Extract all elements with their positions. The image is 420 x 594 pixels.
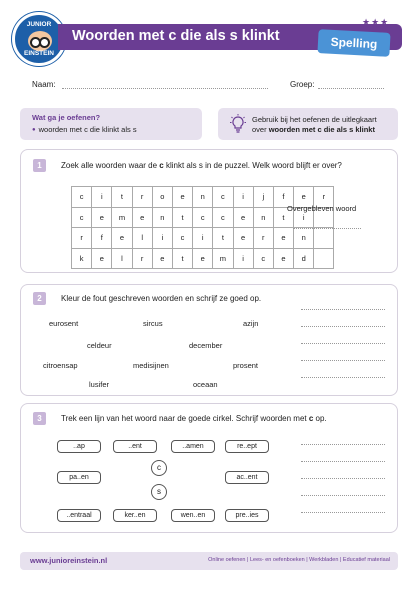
question-prefix: Zoek alle woorden waar de	[61, 161, 160, 170]
word-item[interactable]: azijn	[243, 319, 259, 328]
answer-line[interactable]	[301, 326, 385, 327]
word-item[interactable]: lusifer	[89, 380, 110, 389]
footer	[20, 552, 398, 570]
word-item[interactable]: prosent	[233, 361, 259, 370]
word-box[interactable]: ..ent	[113, 440, 157, 453]
grid-cell[interactable]: c	[72, 187, 92, 208]
grid-cell[interactable]: e	[233, 207, 253, 228]
word-box[interactable]: re..ept	[225, 440, 269, 453]
exercise-question	[61, 414, 327, 423]
grid-cell[interactable]: c	[213, 187, 233, 208]
grid-cell[interactable]: i	[294, 207, 314, 228]
grid-cell[interactable]: i	[233, 248, 253, 269]
question-bold: c	[308, 414, 314, 423]
grid-cell[interactable]: e	[233, 228, 253, 249]
logo-text-top: JUNIOR	[26, 21, 52, 28]
difficulty-stars: ★★★	[362, 17, 390, 27]
grid-cell[interactable]: i	[152, 228, 172, 249]
leftover-label: Overgebleven woord	[287, 204, 357, 213]
word-item[interactable]: oceaan	[193, 380, 218, 389]
word-box[interactable]: ..amen	[171, 440, 215, 453]
grid-cell[interactable]: c	[72, 207, 92, 228]
grid-cell[interactable]: e	[92, 207, 112, 228]
grid-cell[interactable]: c	[172, 228, 192, 249]
grid-cell[interactable]: d	[294, 248, 314, 269]
leftover-answer-line[interactable]	[293, 228, 361, 229]
grid-cell[interactable]	[314, 248, 334, 269]
word-box[interactable]: ac..ent	[225, 471, 269, 484]
tip-panel	[218, 108, 398, 140]
tip-text	[252, 115, 377, 135]
grid-cell[interactable]: n	[294, 228, 314, 249]
page-title: Woorden met c die als s klinkt	[72, 28, 280, 44]
grid-row	[72, 228, 334, 249]
answer-line[interactable]	[301, 478, 385, 479]
group-label: Groep:	[290, 80, 315, 89]
grid-cell[interactable]: c	[193, 207, 213, 228]
grid-row	[72, 248, 334, 269]
word-box[interactable]: wen..en	[171, 509, 215, 522]
grid-cell[interactable]: m	[112, 207, 132, 228]
grid-cell[interactable]: n	[193, 187, 213, 208]
exercise-number: 2	[33, 292, 46, 305]
question-prefix: Trek een lijn van het woord naar de goede cirkel. Schrijf woorden met	[61, 414, 309, 423]
grid-cell[interactable]: t	[112, 187, 132, 208]
grid-cell[interactable]: e	[132, 207, 152, 228]
target-circle-s[interactable]: s	[151, 484, 167, 500]
exercise-number: 1	[33, 159, 46, 172]
exercise-question: Kleur de fout geschreven woorden en schrijf ze goed op.	[61, 294, 262, 303]
exercise-number: 3	[33, 412, 46, 425]
practice-goal-panel	[20, 108, 202, 140]
grid-cell[interactable]: r	[72, 228, 92, 249]
answer-line[interactable]	[301, 309, 385, 310]
group-field[interactable]	[318, 88, 384, 89]
word-box[interactable]: ..entraal	[57, 509, 101, 522]
grid-cell[interactable]: e	[193, 248, 213, 269]
exercise-1	[20, 149, 398, 273]
answer-line[interactable]	[301, 495, 385, 496]
target-circle-c[interactable]: c	[151, 460, 167, 476]
question-suffix: klinkt als s in de puzzel. Welk woord blijft er over?	[163, 161, 342, 170]
footer-links[interactable]: Online oefenen | Lees- en oefenboeken | Werkbladen | Educatief materiaal	[208, 557, 390, 563]
grid-cell[interactable]: e	[273, 228, 293, 249]
grid-cell[interactable]: n	[152, 207, 172, 228]
grid-cell[interactable]: c	[253, 248, 273, 269]
name-label: Naam:	[32, 80, 56, 89]
word-box[interactable]: pa..en	[57, 471, 101, 484]
word-item[interactable]: december	[189, 341, 223, 350]
word-item[interactable]: citroensap	[43, 361, 78, 370]
name-field[interactable]	[62, 88, 268, 89]
grid-cell[interactable]: i	[193, 228, 213, 249]
tip-line-2-bold: woorden met c die als s klinkt	[268, 125, 375, 134]
grid-cell[interactable]: t	[172, 248, 192, 269]
question-suffix: op.	[313, 414, 327, 423]
grid-cell[interactable]: l	[112, 248, 132, 269]
answer-line[interactable]	[301, 444, 385, 445]
grid-cell[interactable]: j	[253, 187, 273, 208]
grid-cell[interactable]: r	[132, 248, 152, 269]
grid-cell[interactable]: f	[273, 187, 293, 208]
grid-cell[interactable]: r	[132, 187, 152, 208]
grid-cell[interactable]: r	[314, 187, 334, 208]
grid-cell[interactable]: m	[213, 248, 233, 269]
exercise-3	[20, 403, 398, 533]
grid-cell[interactable]: e	[112, 228, 132, 249]
grid-cell[interactable]	[314, 228, 334, 249]
tip-line-2-prefix: over	[252, 125, 269, 134]
grid-cell[interactable]: c	[213, 207, 233, 228]
lightbulb-icon	[230, 114, 246, 134]
grid-cell[interactable]: n	[253, 207, 273, 228]
grid-cell[interactable]: e	[92, 248, 112, 269]
grid-cell[interactable]: e	[294, 187, 314, 208]
grid-cell[interactable]: t	[172, 207, 192, 228]
answer-line[interactable]	[301, 343, 385, 344]
einstein-face-icon	[28, 31, 52, 51]
practice-goal-heading: Wat ga je oefenen?	[32, 113, 101, 122]
grid-cell[interactable]: e	[152, 248, 172, 269]
grid-cell[interactable]: t	[273, 207, 293, 228]
answer-line[interactable]	[301, 461, 385, 462]
grid-cell[interactable]: e	[273, 248, 293, 269]
answer-line[interactable]	[301, 360, 385, 361]
question-bold: c	[159, 161, 164, 170]
grid-cell[interactable]: l	[132, 228, 152, 249]
grid-cell[interactable]: f	[92, 228, 112, 249]
word-box[interactable]: ..ap	[57, 440, 101, 453]
word-box[interactable]: pre..ies	[225, 509, 269, 522]
word-item[interactable]: eurosent	[49, 319, 79, 328]
subject-tag: Spelling	[317, 29, 390, 57]
tip-line-1: Gebruik bij het oefenen de uitlegkaart	[252, 115, 377, 124]
word-item[interactable]: sircus	[143, 319, 163, 328]
exercise-question	[61, 161, 342, 170]
answer-line[interactable]	[301, 512, 385, 513]
footer-url[interactable]: www.junioreinstein.nl	[30, 556, 108, 565]
exercise-2	[20, 284, 398, 396]
grid-cell[interactable]: r	[253, 228, 273, 249]
grid-cell[interactable]: o	[152, 187, 172, 208]
practice-goal-bullet: ● woorden met c die klinkt als s	[32, 125, 137, 134]
logo-text-bottom: EINSTEIN	[24, 50, 54, 57]
grid-cell[interactable]: e	[172, 187, 192, 208]
grid-cell[interactable]: k	[72, 248, 92, 269]
word-item[interactable]: celdeur	[87, 341, 112, 350]
answer-line[interactable]	[301, 377, 385, 378]
grid-cell[interactable]: t	[213, 228, 233, 249]
word-item[interactable]: medisijnen	[133, 361, 169, 370]
grid-cell[interactable]: i	[233, 187, 253, 208]
grid-cell[interactable]: i	[92, 187, 112, 208]
word-box[interactable]: ker..en	[113, 509, 157, 522]
